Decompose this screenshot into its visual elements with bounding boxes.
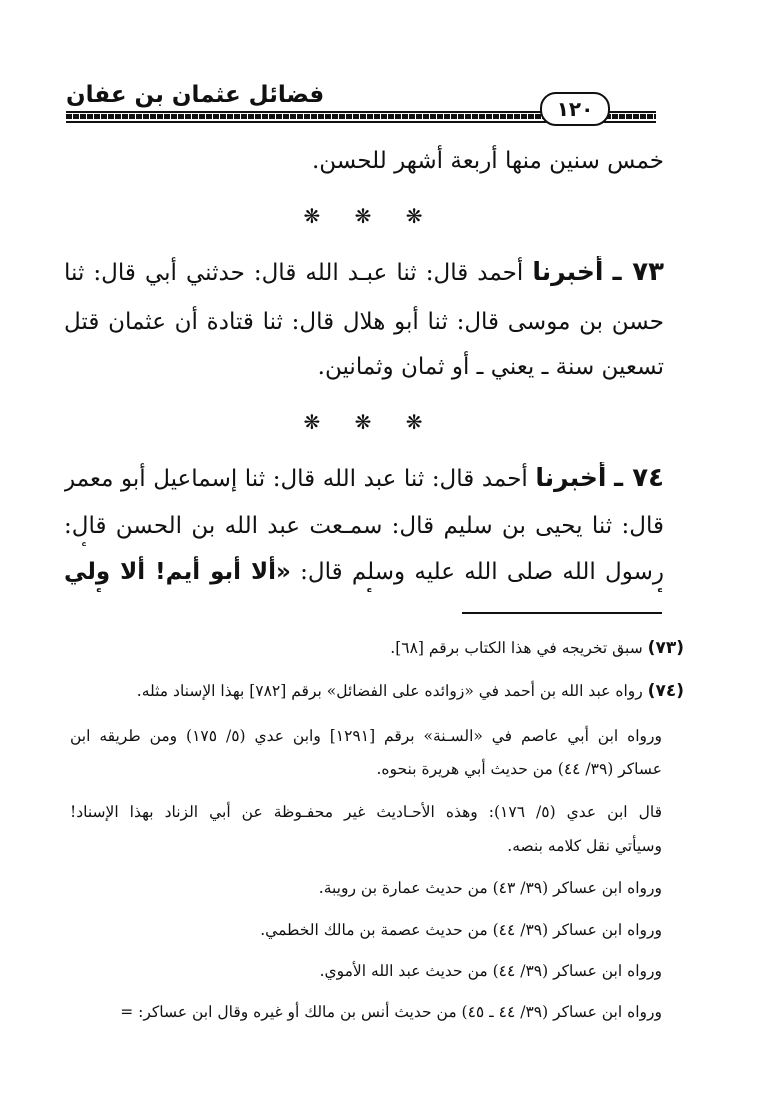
footnote-74-line-5: وسيأتي نقل كلامه بنصه.	[507, 837, 662, 855]
hadith-73-line-2: حسن بن موسى قال: ثنا أبو هلال قال: ثنا قتادة أن عثمان قتل	[64, 309, 664, 335]
footnote-74-text-1: رواه عبد الله بن أحمد في «زوائده على الفضائل» برقم [٧٨٢] بهذا الإسناد مثله.	[136, 682, 643, 700]
hadith-73-number: ٧٣ ـ	[612, 257, 664, 287]
footnote-74-line-8: ورواه ابن عساكر (٣٩/ ٤٤) من حديث عبد الله الأموي.	[319, 962, 662, 980]
footnote-74-line-6: ورواه ابن عساكر (٣٩/ ٤٣) من حديث عمارة بن رويبة.	[318, 879, 662, 897]
hadith-74-line-3-text: رسول الله صلى الله عليه وسلم قال:	[300, 559, 664, 585]
hadith-74-line-2: قال: ثنا يحيى بن سليم قال: سمـعت عبد الله بن الحسن قال:	[64, 513, 664, 539]
footnote-73-text: سبق تخريجه في هذا الكتاب برقم [٦٨].	[390, 639, 643, 657]
hadith-74-number: ٧٤ ـ	[614, 463, 664, 493]
hadith-73-line-1-text: أحمد قال: ثنا عبـد الله قال: حدثني أبي قال: ثنا	[64, 260, 524, 286]
footnote-73-number: (٧٣)	[647, 638, 684, 658]
footnote-74-line-7: ورواه ابن عساكر (٣٩/ ٤٤) من حديث عصمة بن مالك الخطمي.	[260, 921, 662, 939]
page-number: ١٢٠	[540, 92, 610, 126]
footnote-74-line-2: ورواه ابن أبي عاصم في «السـنة» برقم [١٢٩١] وابن عدي (٥/ ١٧٥) ومن طريقه ابن	[70, 727, 662, 745]
hadith-73-line-3: تسعين سنة ـ يعني ـ أو ثمان وثمانين.	[317, 354, 664, 380]
separator-stars-1: ❋ ❋ ❋	[303, 204, 437, 228]
footnote-separator	[462, 612, 662, 614]
hadith-74-quote: «ألا أبو أيم! ألا ولي	[64, 559, 291, 585]
footnote-74-line-3: عساكر (٣٩/ ٤٤) من حديث أبي هريرة بنحوه.	[376, 760, 662, 778]
footnote-74-line-9: ورواه ابن عساكر (٣٩/ ٤٤ ـ ٤٥) من حديث أنس بن مالك أو غيره وقال ابن عساكر: =	[120, 1003, 662, 1021]
hadith-74-line-3	[64, 556, 664, 592]
hadith-74-line-1-text: أحمد قال: ثنا عبد الله قال: ثنا إسماعيل أبو معمر	[64, 466, 528, 492]
hadith-74-line-1	[64, 462, 664, 498]
separator-stars-2: ❋ ❋ ❋	[303, 410, 437, 434]
footnote-73	[390, 636, 684, 660]
footnote-74-line-1	[137, 679, 684, 703]
footnote-74-number: (٧٤)	[647, 681, 684, 701]
book-title: فضائل عثمان بن عفان	[66, 82, 325, 108]
hadith-74-lead: أخبرنا	[535, 463, 607, 492]
hadith-73-line-1	[64, 256, 664, 292]
text-line-1: خمس سنين منها أربعة أشهر للحسن.	[311, 148, 664, 174]
footnote-74-line-4: قال ابن عدي (٥/ ١٧٦): وهذه الأحـاديث غير محفـوظة عن أبي الزناد بهذا الإسناد!	[70, 803, 662, 821]
hadith-73-lead: أخبرنا	[532, 257, 604, 286]
